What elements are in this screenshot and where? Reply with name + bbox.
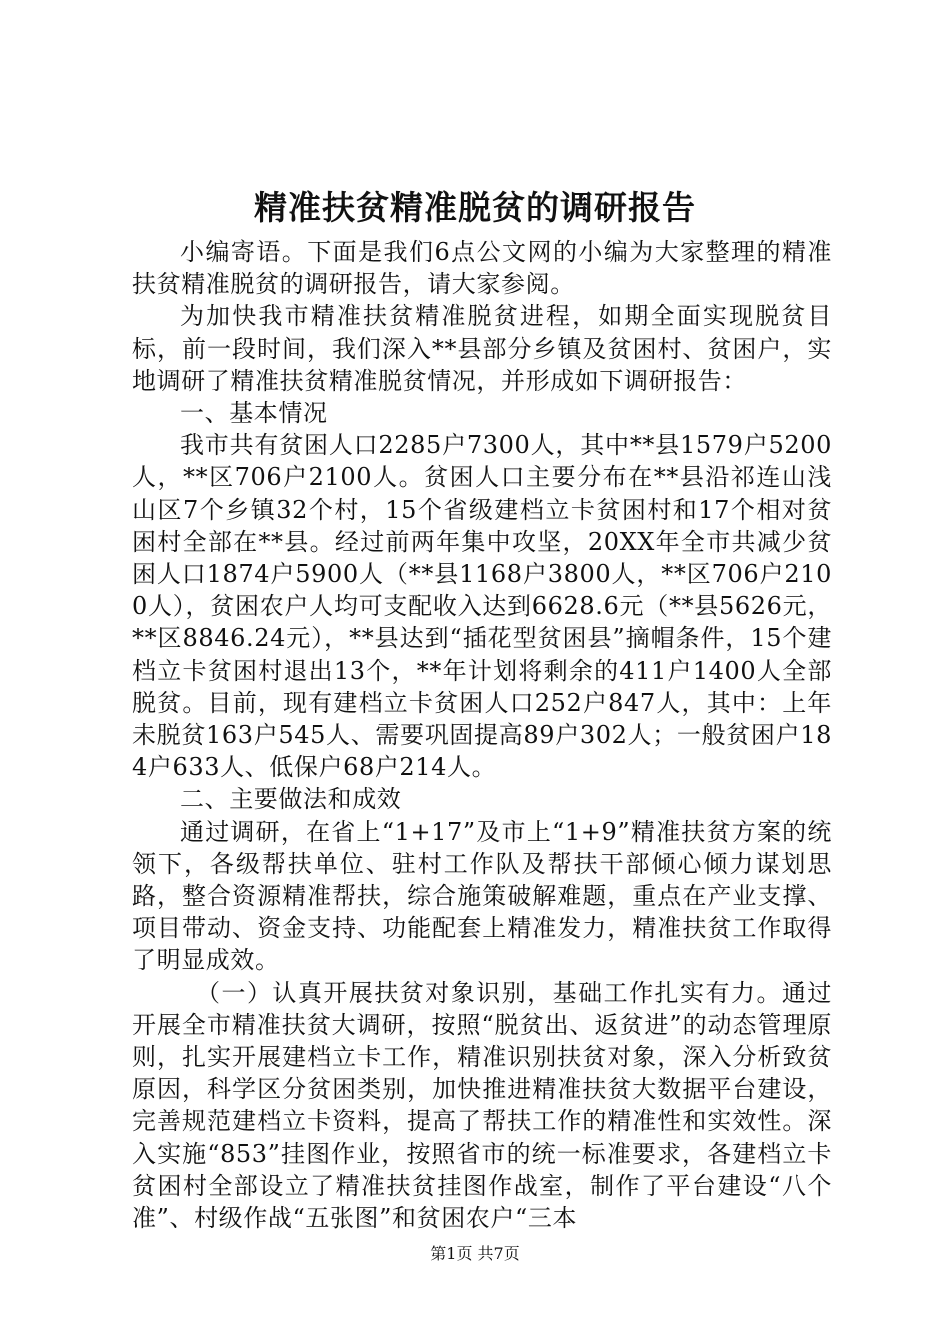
paragraph-subsection-one: （一）认真开展扶贫对象识别，基础工作扎实有力。通过开展全市精准扶贫大调研，按照“脱贫出、返贫进”的动态管理原则，扎实开展建档立卡工作，精准识别扶贫对象，深入分析致贫原因，科学区分贫困类别，加快推进精准扶贫大数据平台建设，完善规范建档立卡资料，提高了帮扶工作的精准性和实效性。深入实施“853”挂图作业，按照省市的统一标准要求，各建档立卡贫困村全部设立了精准扶贫挂图作战室，制作了平台建设“八个准”、村级作战“五张图”和贫困农户“三本: [132, 978, 832, 1233]
paragraph-purpose: 为加快我市精准扶贫精准脱贫进程，如期全面实现脱贫目标，前一段时间，我们深入**县部分乡镇及贫困村、贫困户，实地调研了精准扶贫精准脱贫情况，并形成如下调研报告：: [132, 302, 832, 395]
section-heading-basic-situation: 一、基本情况: [180, 399, 328, 428]
section-heading-main-practices: 二、主要做法和成效: [180, 785, 402, 814]
paragraph-main-practices: 通过调研，在省上“1+17”及市上“1+9”精准扶贫方案的统领下，各级帮扶单位、驻村工作队及帮扶干部倾心倾力谋划思路，整合资源精准帮扶，综合施策破解难题，重点在产业支撑、项目带动、资金支持、功能配套上精准发力，精准扶贫工作取得了明显成效。: [132, 817, 832, 975]
paragraph-basic-situation: 我市共有贫困人口2285户7300人，其中**县1579户5200人，**区706户2100人。贫困人口主要分布在**县沿祁连山浅山区7个乡镇32个村，15个省级建档立卡贫困村和17个相对贫困村全部在**县。经过前两年集中攻坚，20XX年全市共减少贫困人口1874户5900人（**县1168户3800人，**区706户2100人），贫困农户人均可支配收入达到6628.6元（**县5626元，**区8846.24元），**县达到“插花型贫困县”摘帽条件，15个建档立卡贫困村退出13个，**年计划将剩余的411户1400人全部脱贫。目前，现有建档立卡贫困人口252户847人，其中：上年未脱贫163户545人、需要巩固提高89户302人；一般贫困户184户633人、低保户68户214人。: [132, 431, 832, 782]
document-title: 精准扶贫精准脱贫的调研报告: [254, 188, 696, 227]
page-footer: 第1页 共7页: [430, 1244, 520, 1263]
document-body: [132, 236, 832, 1234]
paragraph-intro: 小编寄语。下面是我们6点公文网的小编为大家整理的精准扶贫精准脱贫的调研报告，请大家参阅。: [132, 238, 832, 299]
